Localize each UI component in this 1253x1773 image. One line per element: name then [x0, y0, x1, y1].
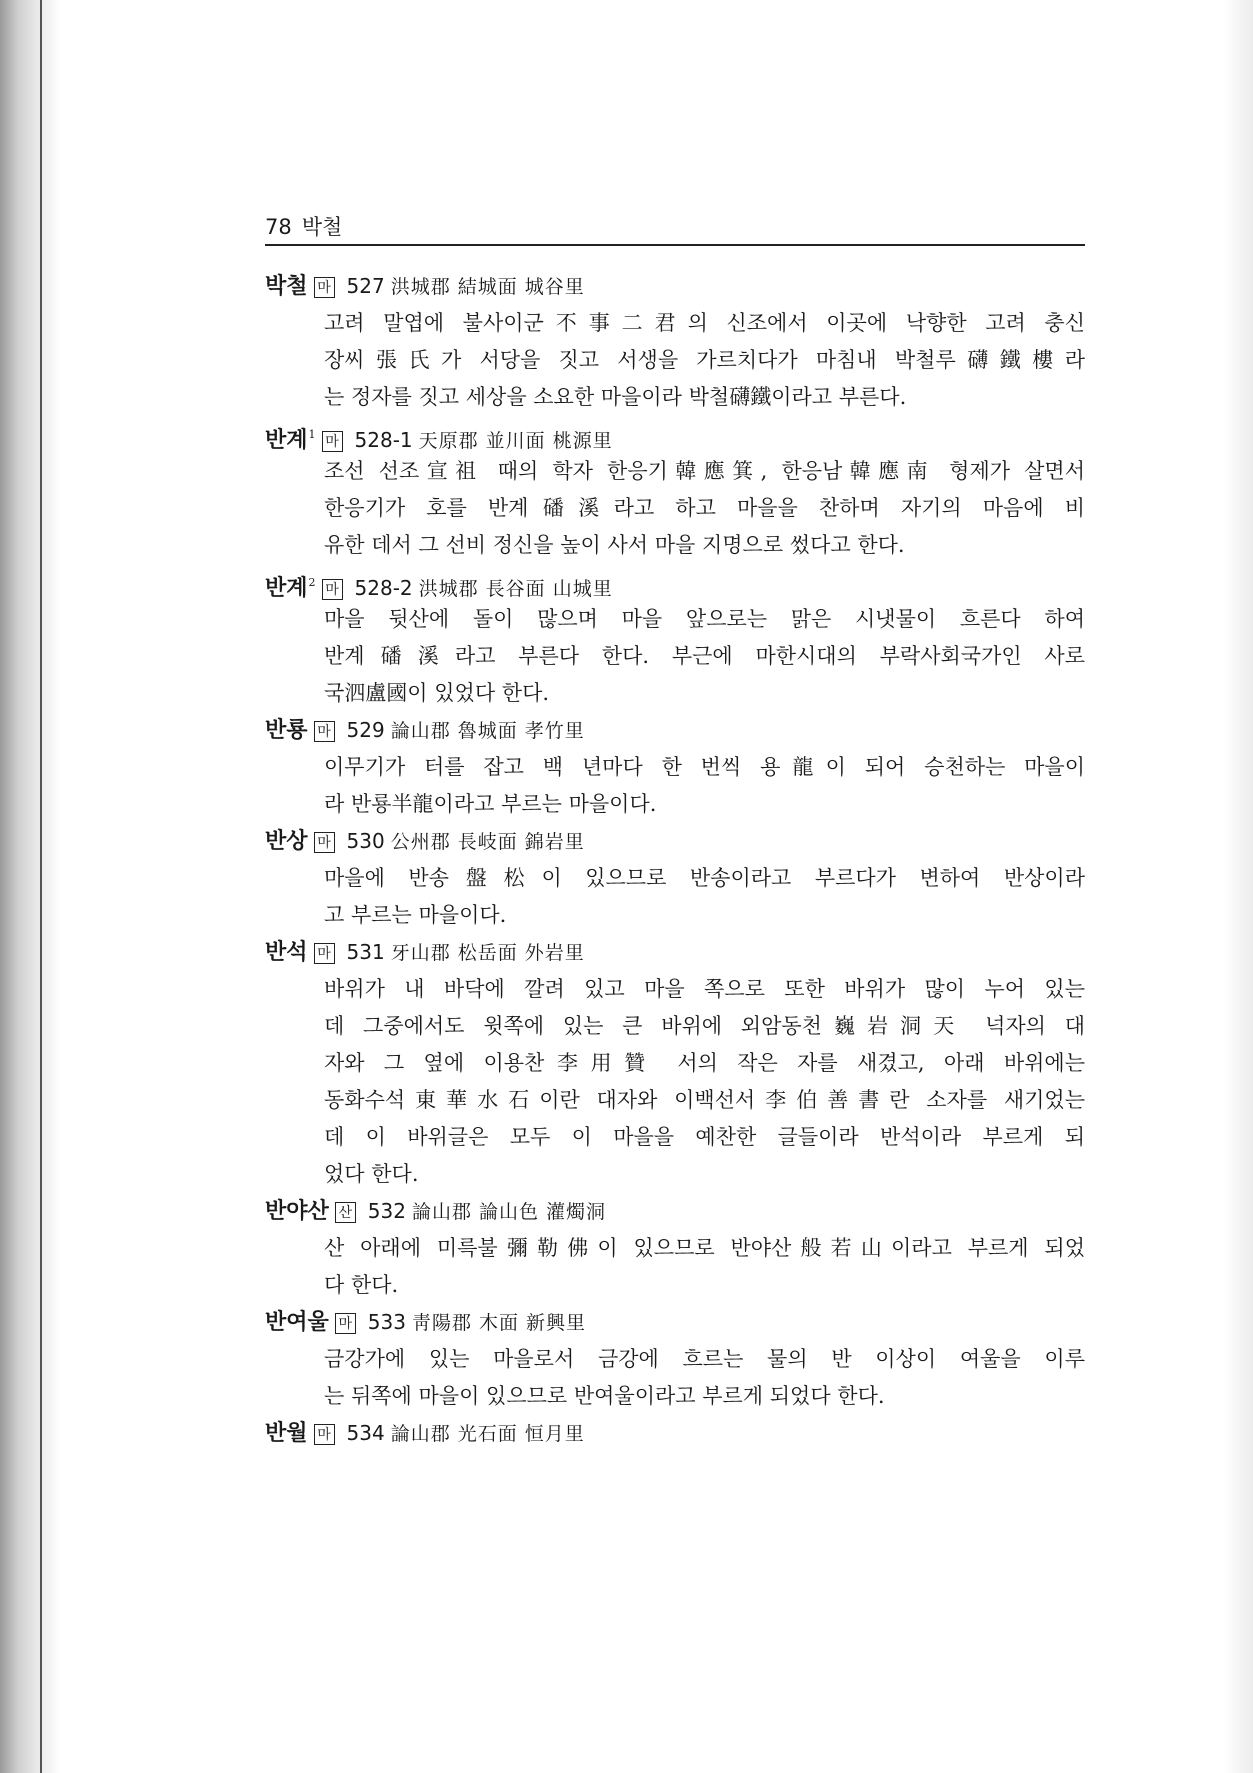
entry-text-line: 조선 선조宣祖 때의 학자 한응기韓應箕, 한응남韓應南 형제가 살면서 [324, 459, 1085, 483]
entry-word: 반여울 [265, 1310, 329, 1335]
entry-location: 公州郡 長岐面 錦岩里 [390, 831, 585, 853]
entry-type-tag: 마 [314, 277, 335, 298]
entry-type-tag: 마 [314, 1424, 335, 1445]
dictionary-entry [265, 934, 1085, 1193]
entry-heading [265, 823, 1085, 860]
entry-type-tag: 마 [322, 431, 343, 452]
entry-type-tag: 마 [314, 721, 335, 742]
dictionary-entry [265, 712, 1085, 823]
entry-location: 洪城郡 長谷面 山城里 [418, 578, 613, 600]
entry-number: 530 [346, 829, 385, 853]
entry-word: 반계 [265, 576, 308, 601]
entry-text-line: 유한 데서 그 선비 정신을 높이 사서 마을 지명으로 썼다고 한다. [324, 533, 905, 557]
entry-heading [265, 1415, 1085, 1452]
entry-heading [265, 1304, 1085, 1341]
entry-word: 박철 [265, 274, 308, 299]
entry-superscript: 2 [308, 576, 316, 589]
entry-text-line: 고 부르는 마을이다. [324, 903, 507, 927]
entry-type-tag: 마 [335, 1313, 356, 1334]
entry-number: 532 [367, 1199, 406, 1223]
book-spine-shadow [0, 0, 60, 1773]
entry-heading [265, 934, 1085, 971]
entry-text-line: 장씨張氏가 서당을 짓고 서생을 가르치다가 마침내 박철루礴鐵樓라 [324, 348, 1085, 372]
entry-text-line: 바위가 내 바닥에 깔려 있고 마을 쪽으로 또한 바위가 많이 누어 있는 [324, 977, 1085, 1001]
entry-number: 534 [346, 1421, 385, 1445]
entry-number: 527 [346, 274, 385, 298]
entry-number: 531 [346, 940, 385, 964]
entry-text-line: 데 그중에서도 윗쪽에 있는 큰 바위에 외암동천巍岩洞天 넉자의 대 [324, 1014, 1085, 1038]
dictionary-entry [265, 1193, 1085, 1304]
entry-text-line: 마을 뒷산에 돌이 많으며 마을 앞으로는 맑은 시냇물이 흐른다 하여 [324, 607, 1085, 631]
entry-text-line: 라 반룡半龍이라고 부르는 마을이다. [324, 792, 657, 816]
entry-text-line: 국泗盧國이 있었다 한다. [324, 681, 550, 705]
entry-location: 論山郡 光石面 恒月里 [390, 1423, 585, 1445]
entry-text-line: 한응기가 호를 반계磻溪라고 하고 마을을 찬하며 자기의 마음에 비 [324, 496, 1085, 520]
page-number: 78 [265, 215, 292, 239]
entry-heading [265, 564, 1085, 601]
entry-type-tag: 산 [335, 1202, 356, 1223]
dictionary-entry [265, 564, 1085, 712]
entry-type-tag: 마 [314, 943, 335, 964]
entry-text-line: 산 아래에 미륵불彌勒佛이 있으므로 반야산般若山이라고 부르게 되었 [324, 1236, 1085, 1260]
entry-location: 靑陽郡 木面 新興里 [411, 1312, 587, 1334]
entry-text-line: 자와 그 옆에 이용찬李用贊 서의 작은 자를 새겼고, 아래 바위에는 [324, 1051, 1085, 1075]
book-page [265, 210, 1085, 1452]
entry-heading [265, 268, 1085, 305]
entry-word: 반계 [265, 428, 308, 453]
entry-number: 533 [367, 1310, 406, 1334]
entry-text-line: 마을에 반송盤松이 있으므로 반송이라고 부르다가 변하여 반상이라 [324, 866, 1085, 890]
dictionary-entry [265, 268, 1085, 416]
entry-text-line: 는 정자를 짓고 세상을 소요한 마을이라 박철礴鐵이라고 부른다. [324, 385, 907, 409]
entry-text-line: 동화수석東華水石이란 대자와 이백선서李伯善書란 소자를 새기었는 [324, 1088, 1085, 1112]
entry-text-line: 고려 말엽에 불사이군不事二君의 신조에서 이곳에 낙향한 고려 충신 [324, 311, 1085, 335]
entry-text-line: 다 한다. [324, 1273, 399, 1297]
entry-superscript: 1 [308, 428, 316, 441]
dictionary-entry [265, 1304, 1085, 1415]
entry-word: 반석 [265, 940, 308, 965]
entry-location: 論山郡 魯城面 孝竹里 [390, 720, 585, 742]
entry-number: 528-1 [354, 428, 413, 452]
entry-location: 牙山郡 松岳面 外岩里 [390, 942, 585, 964]
entry-text-line: 이무기가 터를 잡고 백 년마다 한 번씩 용龍이 되어 승천하는 마을이 [324, 755, 1085, 779]
entry-number: 528-2 [354, 576, 413, 600]
running-head-title: 박철 [301, 215, 343, 239]
dictionary-entry [265, 823, 1085, 934]
dictionary-entry [265, 1415, 1085, 1452]
entry-heading [265, 712, 1085, 749]
entry-text-line: 금강가에 있는 마을로서 금강에 흐르는 물의 반 이상이 여울을 이루 [324, 1347, 1085, 1371]
entry-location: 洪城郡 結城面 城谷里 [390, 276, 585, 298]
entry-type-tag: 마 [322, 579, 343, 600]
entry-heading [265, 416, 1085, 453]
entry-text-line: 데 이 바위글은 모두 이 마을을 예찬한 글들이라 반석이라 부르게 되 [324, 1125, 1085, 1149]
entry-text-line: 는 뒤쪽에 마을이 있으므로 반여울이라고 부르게 되었다 한다. [324, 1384, 885, 1408]
entry-heading [265, 1193, 1085, 1230]
dictionary-entry [265, 416, 1085, 564]
entry-word: 반상 [265, 829, 308, 854]
entry-word: 반야산 [265, 1199, 329, 1224]
book-spine-line [40, 0, 42, 1773]
page-right-edge [1223, 0, 1253, 1773]
entry-location: 論山郡 論山色 灌燭洞 [411, 1201, 607, 1223]
entry-text-line: 반계磻溪라고 부른다 한다. 부근에 마한시대의 부락사회국가인 사로 [324, 644, 1085, 668]
entry-text-line: 었다 한다. [324, 1162, 419, 1186]
running-head [265, 210, 1085, 246]
entry-list [265, 268, 1085, 1452]
entry-word: 반월 [265, 1421, 308, 1446]
entry-type-tag: 마 [314, 832, 335, 853]
entry-location: 天原郡 並川面 桃源里 [418, 430, 613, 452]
entry-number: 529 [346, 718, 385, 742]
entry-word: 반룡 [265, 718, 308, 743]
